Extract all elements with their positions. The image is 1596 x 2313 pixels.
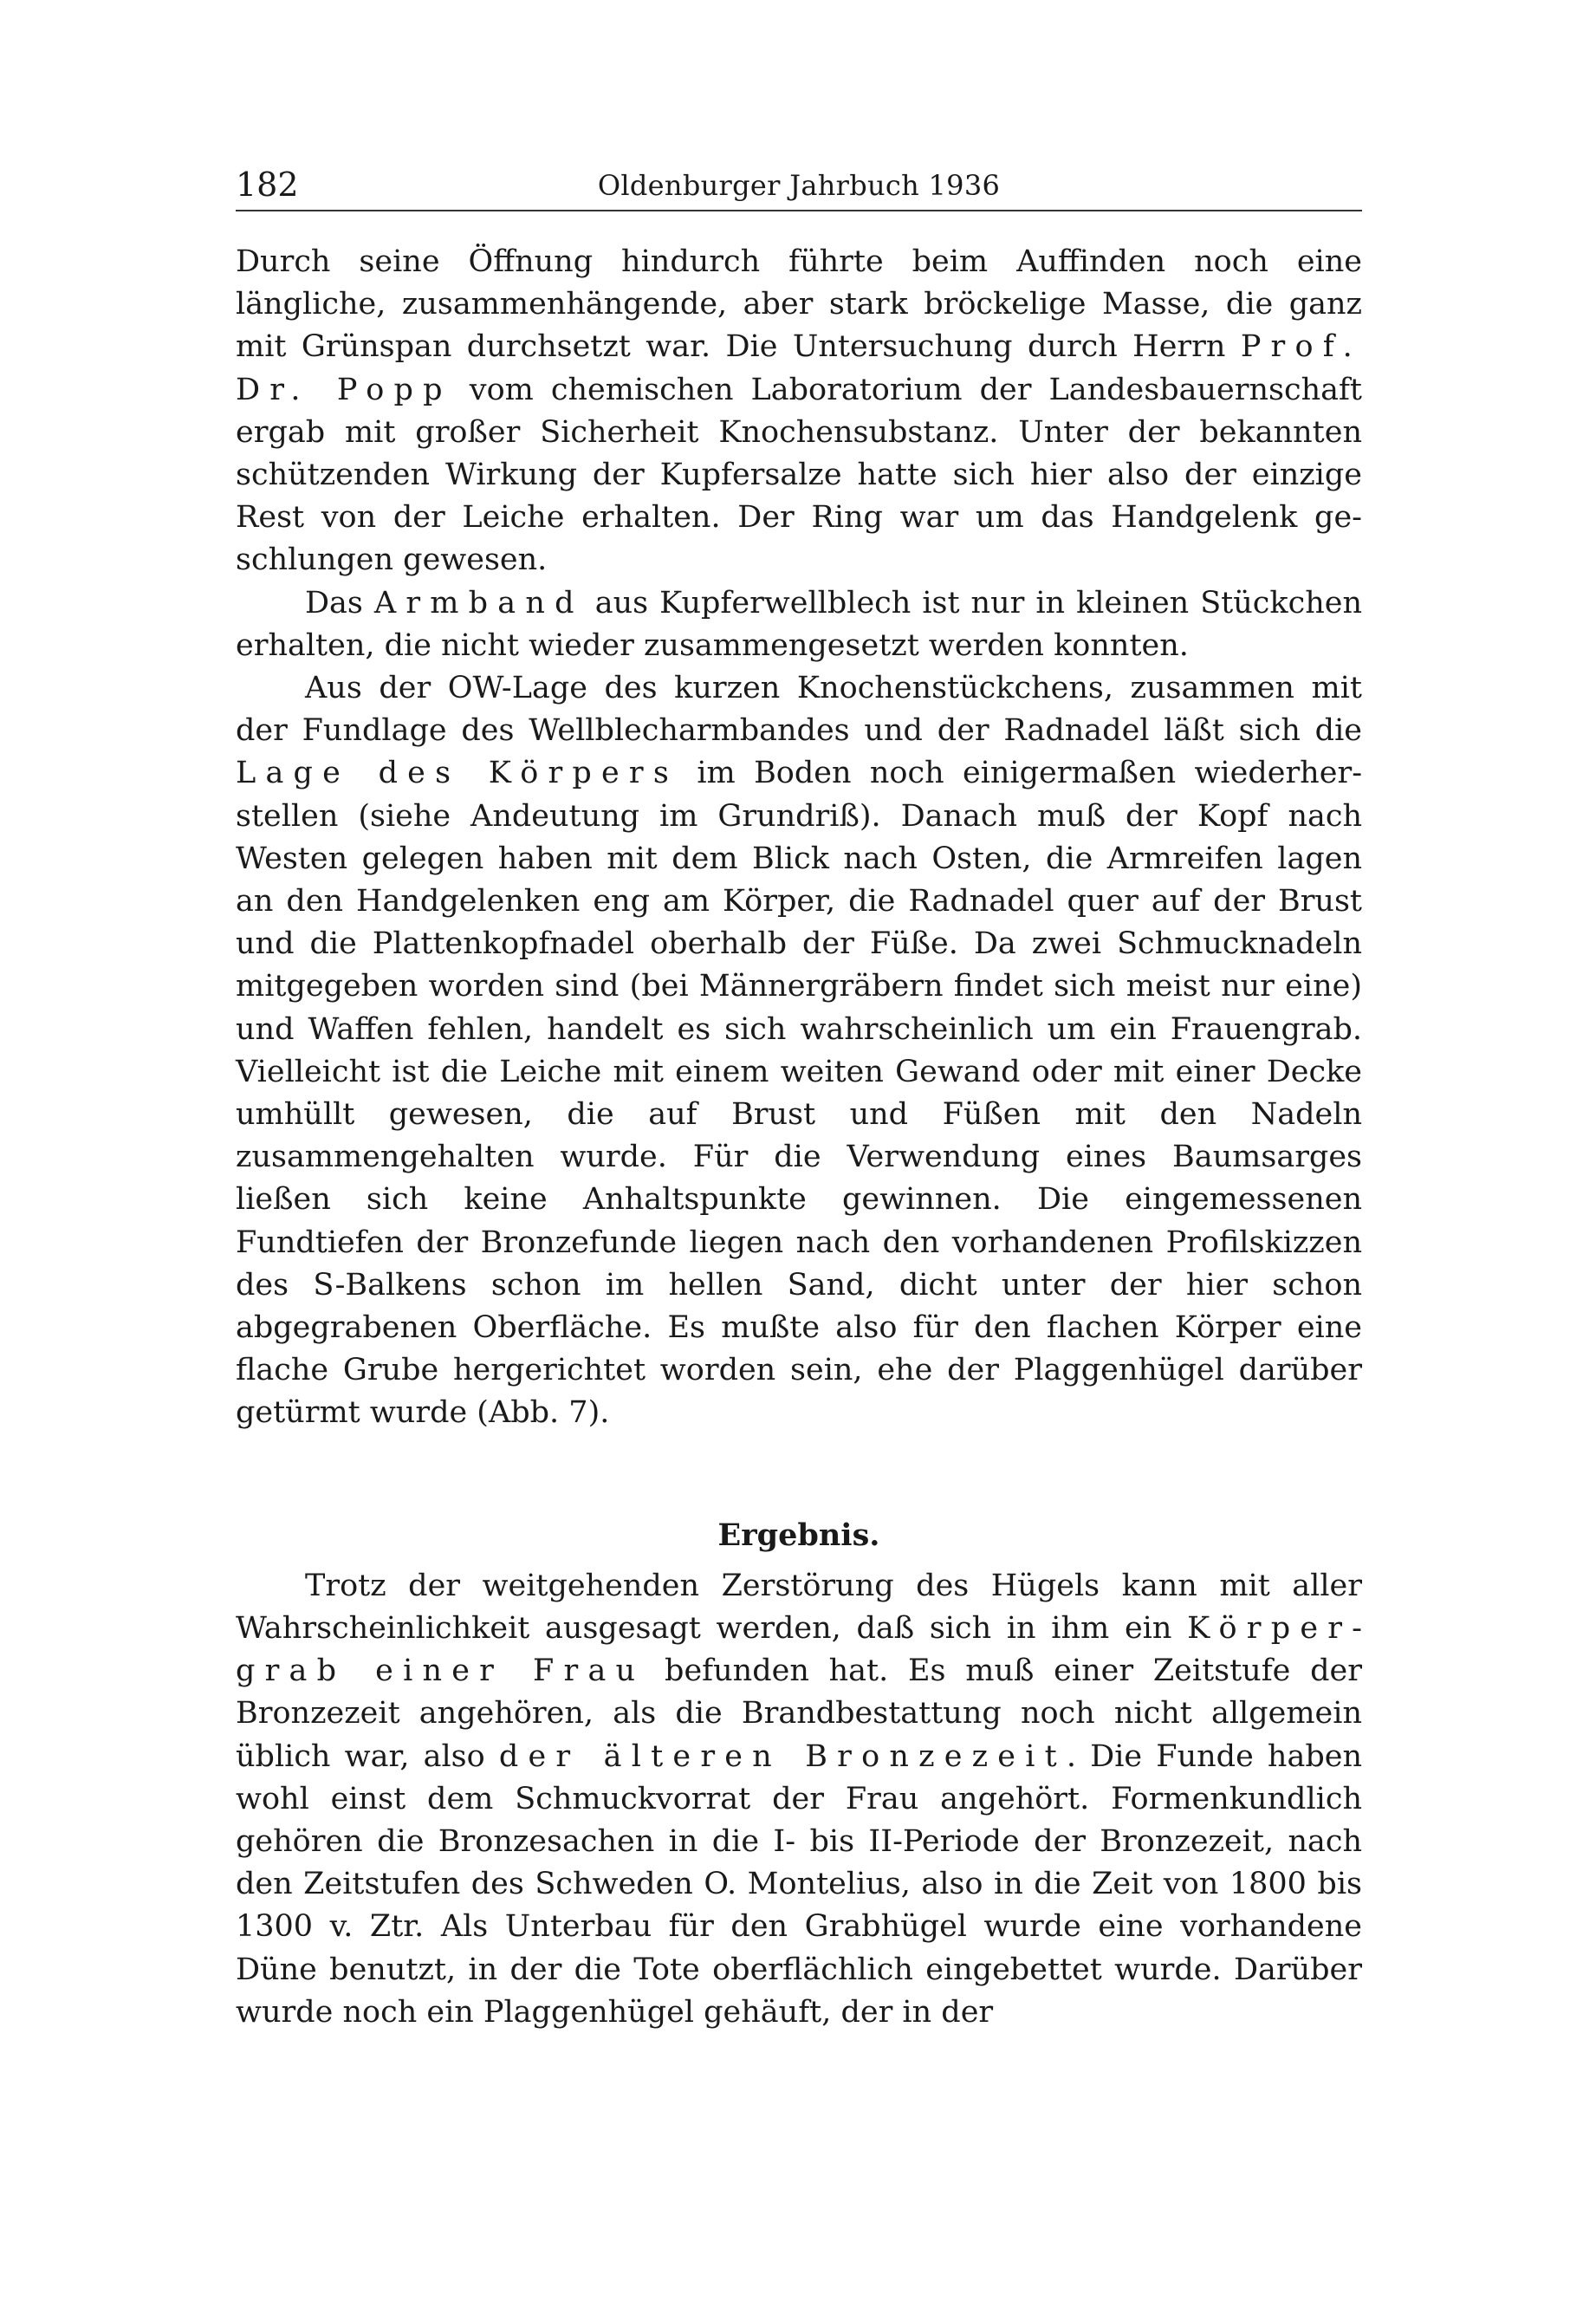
- section-heading: Ergebnis.: [717, 1517, 880, 1553]
- emphasis-aeltere-bronzezeit: der älteren Bronzezeit: [498, 1738, 1067, 1774]
- paragraph-4: [236, 1565, 1362, 2034]
- paragraph-3-text-c: im Boden noch einigermaßen wiederherstellen (siehe Andeutung im Grundriß). Danach muß der Kopf nach Westen gelegen haben mit dem Blick nach Osten, die Armreifen lagen an den Handgelenken eng am Körper, die Radnadel quer auf der Brust und die Plattenkopfnadel oberhalb der Füße. Da zwei Schmucknadeln mitgegeben worden sind (bei Männergräbern findet sich meist nur eine) und Waffen fehlen, handelt es sich wahrscheinlich um ein Frauengrab. Vielleicht ist die Leiche mit einem weiten Gewand oder mit einer Decke umhüllt gewesen, die auf Brust und Füßen mit den Nadeln zusammengehalten wurde. Für die Verwendung eines Baumsarges ließen sich keine Anhaltspunkte gewinnen. Die eingemessenen Fundtiefen der Bronzefunde liegen nach den vorhandenen Profilskizzen des S-Balkens schon im hellen Sand, dicht unter der hier schon abgegrabenen Oberfläche. Es mußte also für den flachen Körper eine flache Grube hergerichtet worden sein, ehe der Plaggenhügel darüber getürmt wurde (Abb. 7).: [236, 756, 1363, 1431]
- paragraph-4-text-e: . Die Funde haben wohl einst dem Schmuckvorrat der Frau angehört. Formenkundlich gehören die Bronzesachen in die I- bis II-Periode der Bronzezeit, nach den Zeitstufen des Schweden O. Montelius, also in die Zeit von 1800 bis 1300 v. Ztr. Als Unterbau für den Grabhügel wurde eine vorhandene Düne benutzt, in der die Tote oberflächlich eingebettet wurde. Darüber wurde noch ein Plaggenhügel gehäuft, der in der: [236, 1738, 1362, 2030]
- paragraph-2-text-c: aus Kupferwellblech ist nur in kleinen Stückchen erhalten, die nicht wieder zusammengesetzt werden konnten.: [236, 585, 1362, 663]
- paragraph-3-text-a: Aus der OW-Lage des kurzen Knochenstückchens, zusammen mit der Fundlage des Wellblecharmbandes und der Radnadel läßt sich die: [236, 671, 1362, 749]
- emphasis-koerpergrab-einer-frau: Körpergrab einer Frau: [236, 1610, 1362, 1689]
- paragraph-1-text-a: Durch seine Öffnung hindurch führte beim Auffinden noch eine längliche, zusammenhängende, aber stark bröckelige Masse, die ganz mit Grünspan durchsetzt war. Die Untersuchung durch Herrn: [236, 244, 1362, 365]
- document-page: [236, 165, 1362, 2034]
- paragraph-4-text-c: befunden hat. Es muß einer Zeitstufe der Bronzezeit angehören, als die Brandbestattung noch nicht allgemein üblich war, also: [236, 1654, 1362, 1774]
- paragraph-4-text-a: Trotz der weitgehenden Zerstörung des Hügels kann mit aller Wahrscheinlichkeit ausgesagt werden, daß sich in ihm ein: [236, 1568, 1362, 1646]
- emphasis-prof-dr-popp: Prof. Dr. Popp: [236, 329, 1362, 407]
- paragraph-3: [236, 667, 1362, 1435]
- page-number: 182: [236, 166, 299, 204]
- journal-title: Oldenburger Jahrbuch 1936: [597, 169, 1001, 202]
- emphasis-lage-des-koerpers: Lage des Körpers: [236, 756, 679, 791]
- running-header: [236, 165, 1362, 211]
- emphasis-armband: Armband: [373, 585, 584, 620]
- paragraph-1-text-c: vom chemischen Laboratorium der Landesbauernschaft ergab mit großer Sicherheit Knochensubstanz. Unter der bekannten schützenden Wirkung der Kupfersalze hatte sich hier also der einzige Rest von der Leiche erhalten. Der Ring war um das Handgelenk geschlungen gewesen.: [236, 372, 1362, 578]
- paragraph-2: [236, 582, 1362, 667]
- paragraph-1: [236, 241, 1362, 582]
- paragraph-2-text-a: Das: [305, 585, 374, 620]
